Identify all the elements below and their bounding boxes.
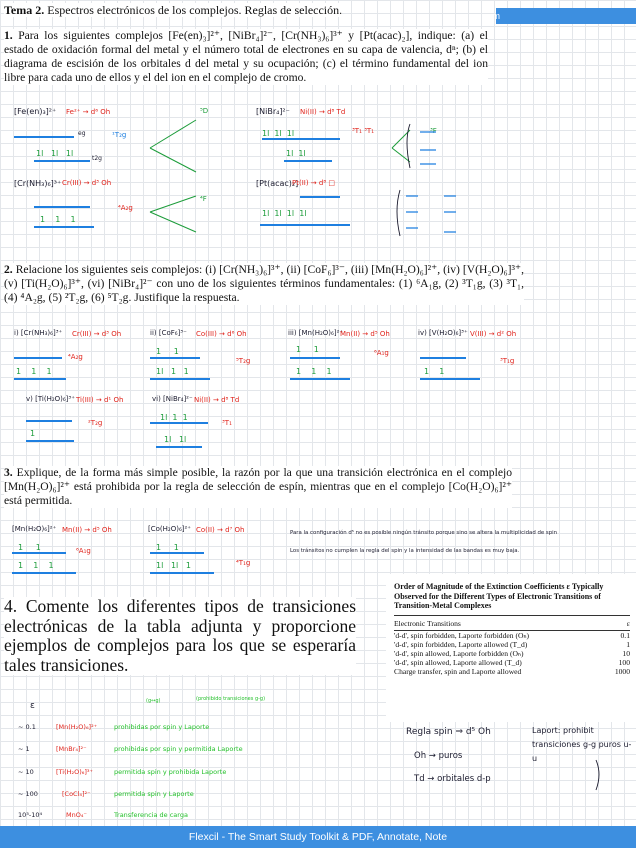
note-fe-5d: ⁵D bbox=[200, 107, 209, 115]
table-row: 'd-d', spin allowed, Laporte forbidden (Oₕ) 10 bbox=[394, 648, 630, 658]
splitting-lines-fe bbox=[150, 120, 196, 172]
q4-row-desc: permitida spin y Laporte bbox=[114, 790, 194, 798]
note-q4-ann1: (g↔g) bbox=[146, 698, 161, 704]
app-footer bbox=[0, 826, 636, 848]
q1-number: 1. bbox=[4, 29, 13, 42]
note-q2-i: i) [Cr(NH₃)₆]³⁺ bbox=[14, 329, 63, 337]
note-cr-ox: Cr(III) → d³ Oh bbox=[62, 179, 112, 187]
electrons-e: 1l 1l bbox=[164, 435, 187, 444]
cr-right-levels bbox=[406, 196, 418, 228]
note-q2-iii: iii) [Mn(H₂O)₆]²⁺ bbox=[288, 329, 344, 337]
note-pt-complex: [Pt(acac)₂] bbox=[256, 179, 299, 188]
laporte-brace bbox=[596, 760, 599, 790]
cr-brace bbox=[397, 190, 400, 236]
note-q2-iv: iv) [V(H₂O)₆]³⁺ bbox=[418, 329, 468, 337]
note-q4-ann2: (prohibido transiciones g-g) bbox=[196, 696, 266, 702]
note-ni-3f: ³F bbox=[430, 127, 437, 135]
electrons-eg: 1 1 bbox=[18, 543, 41, 552]
q4-row-eps: 10³-10⁴ bbox=[18, 811, 43, 819]
note-fe-ox: Fe²⁺ → d⁶ Oh bbox=[66, 108, 111, 116]
electrons-t2g: 1l 1l 1l bbox=[36, 149, 74, 158]
electrons-t2: 1l 1l 1l bbox=[262, 129, 295, 138]
note-q2-iv-ox: V(III) → d² Oh bbox=[470, 330, 517, 338]
electrons-t2g: 1 1 bbox=[424, 367, 445, 376]
q3-number: 3. bbox=[4, 466, 13, 479]
q4-text: Comente los diferentes tipos de transiciones electrónicas de la tabla adjunta y proporcione ejemplos de complejos para los que se esperaría tales transiciones. bbox=[4, 596, 356, 675]
q4-row-desc: prohibidas por spin y permitida Laporte bbox=[114, 745, 243, 753]
note-q3-expl-2: Los tránsitos no cumplen la regla del spin y la intensidad de las bandas es muy baja. bbox=[290, 548, 520, 554]
q3-text: Explique, de la forma más simple posible, la razón por la que una transición electrónica en el complejo [Mn(H₂O)₆]²⁺ está prohibida por la regla de selección de espín, mientras que en el complejo [Co(H₂O)₆]²⁺ está permitida. bbox=[4, 466, 512, 507]
note-ni-ox: Ni(II) → d⁸ Td bbox=[300, 108, 346, 116]
note-q3-co-term: ⁴T₁g bbox=[236, 559, 251, 567]
note-q4-eps: ε bbox=[30, 701, 35, 711]
note-q3-mn-ox: Mn(II) → d⁵ Oh bbox=[62, 526, 112, 534]
splitting-lines-cr bbox=[150, 196, 196, 232]
note-q2-iii-term: ⁶A₁g bbox=[374, 349, 389, 357]
note-cr-complex: [Cr(NH₃)₆]³⁺ bbox=[14, 179, 62, 188]
q4-row-compound: [Ti(H₂O)₆]³⁺ bbox=[56, 768, 93, 776]
electrons-t2g: 1 1 1 bbox=[40, 215, 76, 224]
note-q2-ii-term: ⁵T₂g bbox=[236, 357, 251, 365]
note-cr-4f: ⁴F bbox=[200, 195, 207, 203]
q4-row-eps: ~ 100 bbox=[18, 790, 38, 798]
electrons-e: 1l 1l bbox=[286, 149, 306, 158]
note-q2-vi: vi) [NiBr₄]²⁻ bbox=[152, 395, 193, 403]
note-q3-expl-1: Para la configuración d⁵ no es posible ningún tránsito porque sino se altera la multiplicidad de spin bbox=[290, 530, 558, 536]
q4-number: 4. bbox=[4, 596, 18, 616]
electrons-t2g: 1 1 1 bbox=[18, 561, 54, 570]
table-row: 'd-d', spin forbidden, Laporte forbidden (Oₕ) 0.1 bbox=[394, 630, 630, 640]
q4-row-eps: ~ 1 bbox=[18, 745, 30, 753]
ni-right-levels bbox=[420, 132, 436, 164]
q4-row-eps: ~ 10 bbox=[18, 768, 34, 776]
note-q4-laporte: Laport: prohibit transiciones g-g puros u-u bbox=[532, 726, 632, 763]
table-row: 'd-d', spin forbidden, Laporte allowed (T_d) 1 bbox=[394, 639, 630, 649]
note-q2-i-ox: Cr(III) → d³ Oh bbox=[72, 330, 122, 338]
note-q2-ii: ii) [CoF₆]³⁻ bbox=[150, 329, 187, 337]
note-q2-iii-ox: Mn(II) → d⁵ Oh bbox=[340, 330, 390, 338]
electrons-eg: 1 1 bbox=[296, 345, 319, 354]
note-pt-ox: Pt(II) → d⁸ □ bbox=[292, 179, 335, 187]
note-fe-term: ¹T₂g bbox=[112, 131, 127, 139]
q4-row-compound: [Mn(H₂O)₆]²⁺ bbox=[56, 723, 98, 731]
note-q3-co: [Co(H₂O)₆]²⁺ bbox=[148, 525, 191, 533]
note-q2-iv-term: ³T₁g bbox=[500, 357, 515, 365]
note-cr-term: ⁴A₂g bbox=[118, 204, 133, 212]
footer-text: Flexcil - The Smart Study Toolkit & PDF, Annotate, Note bbox=[188, 831, 448, 843]
q4-row-desc: Transferencia de carga bbox=[114, 811, 188, 819]
electrons-pt: 1l 1l 1l 1l bbox=[262, 209, 307, 218]
q4-row-desc: permitida spin y prohibida Laporte bbox=[114, 768, 227, 776]
pt-right-levels bbox=[444, 196, 456, 232]
q4-row-compound: MnO₄⁻ bbox=[66, 811, 87, 819]
q1-text: Para los siguientes complejos [Fe(en)₃]²⁺, [NiBr₄]²⁻, [Cr(NH₃)₆]³⁺ y [Pt(acac)₂], indique: (a) el estado de oxidación formal del metal y el número total de electrones en su capa de valencia, dⁿ; (b) el diagrama de escisión de los orbitales d del metal y su ocupación; (c) el término fundamental del ion libre para cada uno de ellos y el del ion en el complejo de cromo. bbox=[4, 29, 488, 84]
electrons-t2g: 1l 1l 1 bbox=[156, 561, 191, 570]
note-q3-mn-term: ⁶A₁g bbox=[76, 547, 91, 555]
note-q2-vi-ox: Ni(II) → d⁸ Td bbox=[194, 396, 240, 404]
note-ni-term: ³T₁ ³T₁ bbox=[352, 127, 375, 135]
table-row: 'd-d', spin allowed, Laporte allowed (T_d) 100 bbox=[394, 657, 630, 667]
note-q2-v-ox: Ti(III) → d¹ Oh bbox=[76, 396, 124, 404]
q2-number: 2. bbox=[4, 263, 13, 276]
electrons-t2g: 1l 1 1 bbox=[156, 367, 189, 376]
q4-row-eps: ~ 0.1 bbox=[18, 723, 36, 731]
doc-title-bold: Tema 2. bbox=[4, 3, 45, 17]
electrons-t2g: 1 1 1 bbox=[296, 367, 332, 376]
table-title: Order of Magnitude of the Extinction Coefficients ε Typically Observed for the Different Types of Electronic Transitions of Transition-Metal Complexes bbox=[394, 582, 604, 610]
electrons-t2g: 1 bbox=[30, 429, 36, 438]
note-q4-rule: Regla spin ⇒ d⁵ Oh bbox=[406, 727, 491, 737]
doc-title-rest: Espectros electrónicos de los complejos. Reglas de selección. bbox=[44, 3, 343, 17]
q4-row-compound: [CoCl₄]²⁻ bbox=[62, 790, 91, 798]
electrons-eg: 1 1 bbox=[156, 543, 179, 552]
table-col-transitions: Electronic Transitions bbox=[394, 618, 461, 628]
note-ni-complex: [NiBr₄]²⁻ bbox=[256, 107, 290, 116]
electrons-t2g: 1 1 1 bbox=[16, 367, 52, 376]
note-q2-i-term: ⁴A₂g bbox=[68, 353, 83, 361]
q2-text: Relacione los siguientes seis complejos: (i) [Cr(NH₃)₆]³⁺, (ii) [CoF₆]³⁻, (iii) [Mn(H₂O)₆]²⁺, (iv) [V(H₂O)₆]³⁺, (v) [Ti(H₂O)₆]³⁺, (vi) [NiBr₄]²⁻ con uno de los siguientes términos fundamentales: (1) ⁶A₁g, (2) ³T₁g, (3) ³T₁, (4) ⁴A₂g, (5) ²T₂g, (6) ⁵T₂g. Justifique la respuesta. bbox=[4, 263, 524, 304]
note-fe-complex: [Fe(en)₃]²⁺ bbox=[14, 107, 57, 116]
table-col-epsilon: ε bbox=[626, 618, 630, 628]
q4-row-compound: [MnBr₄]²⁻ bbox=[56, 745, 87, 753]
label-t2g: t2g bbox=[92, 155, 102, 162]
note-q4-td: Td → orbitales d-p bbox=[414, 774, 491, 784]
note-q4-oh: Oh → puros bbox=[414, 751, 463, 761]
label-eg: eg bbox=[78, 130, 86, 137]
note-q3-co-ox: Co(II) → d⁷ Oh bbox=[196, 526, 245, 534]
electrons-eg: 1 1 bbox=[156, 347, 179, 356]
note-q2-v-term: ²T₂g bbox=[88, 419, 103, 427]
note-q3-mn: [Mn(H₂O)₆]²⁺ bbox=[12, 525, 57, 533]
q4-row-desc: prohibidas por spin y Laporte bbox=[114, 723, 210, 731]
note-q2-ii-ox: Co(III) → d⁶ Oh bbox=[196, 330, 247, 338]
top-strip-text: om bbox=[487, 11, 500, 21]
electrons-t2: 1l 1 1 bbox=[160, 413, 188, 422]
table-row: Charge transfer, spin and Laporte allowed 1000 bbox=[394, 666, 630, 676]
note-q2-v: v) [Ti(H₂O)₆]³⁺ bbox=[26, 395, 75, 403]
note-q2-vi-term: ³T₁ bbox=[222, 419, 232, 427]
